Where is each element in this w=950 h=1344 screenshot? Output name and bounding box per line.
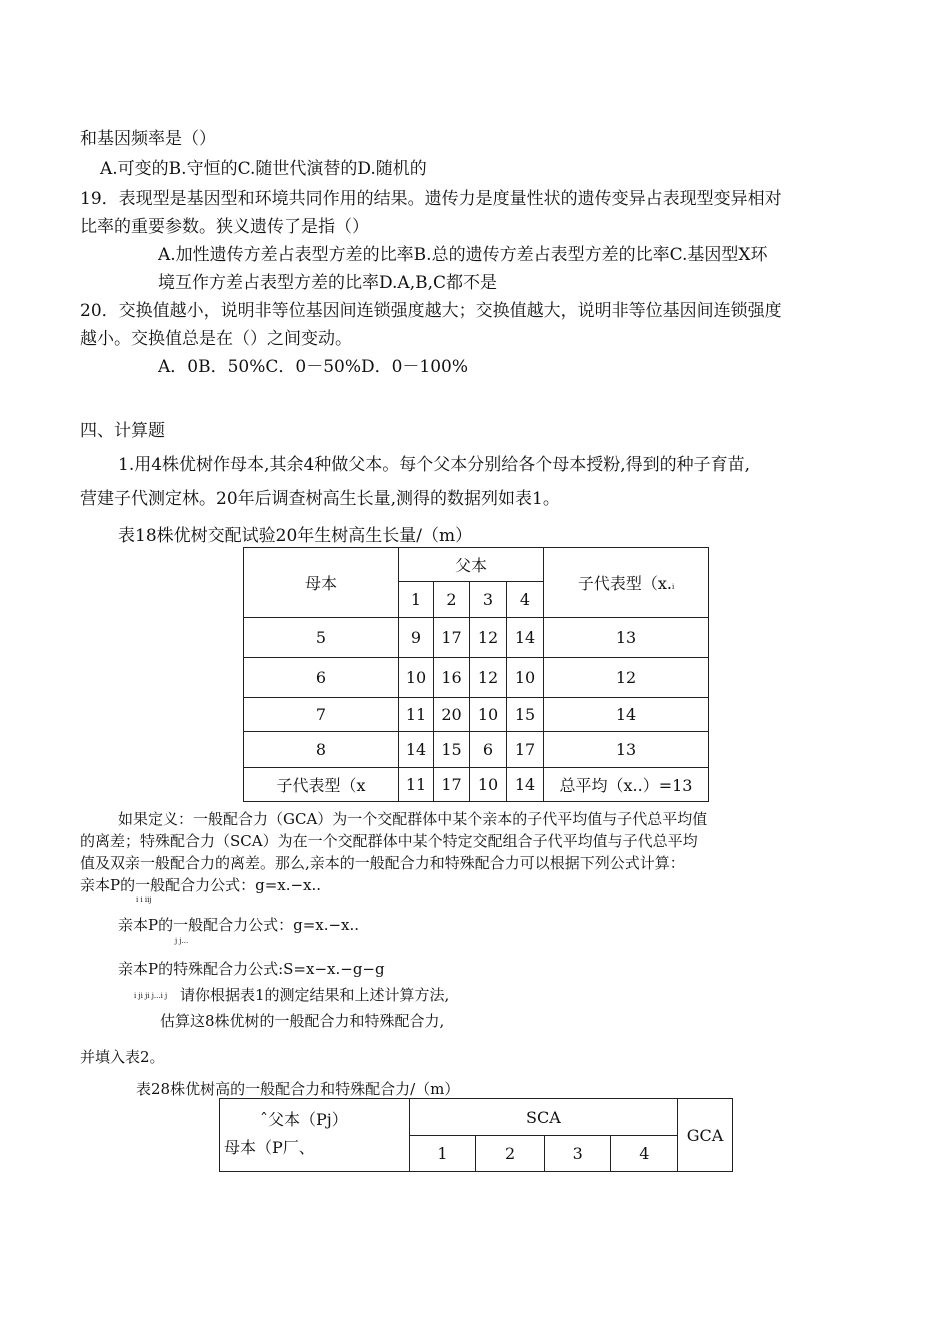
table-1-col-header: 2: [434, 582, 470, 618]
table-2-mother-label: 母本（P厂、: [224, 1138, 315, 1157]
table-1-col-header: 4: [507, 582, 544, 618]
mother-cell: 8: [244, 732, 399, 768]
table-1-caption: 表18株优树交配试验20年生树高生长量/（m）: [118, 526, 473, 546]
formula-1: 亲本P的一般配合力公式：g=x.−x..: [80, 876, 322, 894]
question-18-stem: 和基因频率是（）: [80, 129, 216, 149]
table-2-caption: 表28株优树高的一般配合力和特殊配合力/（m）: [136, 1080, 460, 1098]
problem-1-text-cont: 营建子代测定林。20年后调查树高生长量,测得的数据列如表1。: [80, 489, 560, 509]
progeny-cell: 13: [544, 732, 709, 768]
definition-line-2: 的离差；特殊配合力（SCA）为在一个交配群体中某个特定交配组合子代平均值与子代总平均: [80, 832, 698, 850]
table-2-col-header: 3: [544, 1136, 611, 1172]
value-cell: 15: [507, 698, 544, 732]
bottom-label: 子代表型（x: [244, 768, 399, 802]
value-cell: 10: [399, 658, 434, 698]
progeny-cell: 13: [544, 618, 709, 658]
question-19-options-cont: 境互作方差占表型方差的比率D.A,B,C都不是: [158, 273, 498, 293]
instruction-line-3: 并填入表2。: [80, 1048, 165, 1066]
mother-cell: 7: [244, 698, 399, 732]
definition-line-1: 如果定义：一般配合力（GCA）为一个交配群体中某个亲本的子代平均值与子代总平均值: [118, 810, 708, 828]
question-20-stem-cont: 越小。交换值总是在（）之间变动。: [80, 329, 352, 349]
question-19-stem-cont: 比率的重要参数。狭义遗传了是指（）: [80, 217, 369, 237]
value-cell: 10: [507, 658, 544, 698]
section-heading: 四、计算题: [80, 421, 165, 441]
value-cell: 17: [434, 768, 470, 802]
formula-1-subscripts: i i iij: [136, 896, 152, 904]
problem-1-text: 1.用4株优树作母本,其余4种做父本。每个父本分别给各个母本授粉,得到的种子育苗,: [118, 455, 751, 475]
instruction-line-1: 请你根据表1的测定结果和上述计算方法,: [180, 986, 450, 1004]
value-cell: 20: [434, 698, 470, 732]
value-cell: 16: [434, 658, 470, 698]
value-cell: 11: [399, 698, 434, 732]
question-20-options: A．0B．50%C．0－50%D．0－100%: [158, 357, 469, 377]
question-19-stem: 19．表现型是基因型和环境共同作用的结果。遗传力是度量性状的遗传变异占表现型变异相对: [80, 189, 782, 209]
value-cell: 11: [399, 768, 434, 802]
question-20-stem: 20．交换值越小，说明非等位基因间连锁强度越大；交换值越大，说明非等位基因间连锁强度: [80, 301, 782, 321]
value-cell: 10: [470, 768, 507, 802]
definition-line-3: 值及双亲一般配合力的离差。那么,亲本的一般配合力和特殊配合力可以根据下列公式计算：: [80, 854, 685, 872]
table-2-col-header: 1: [409, 1136, 476, 1172]
value-cell: 15: [434, 732, 470, 768]
table-2-gca-header: GCA: [678, 1099, 733, 1172]
question-18-options: A.可变的B.守恒的C.随世代演替的D.随机的: [100, 159, 427, 179]
value-cell: 17: [434, 618, 470, 658]
table-row: [244, 768, 709, 802]
progeny-cell: 12: [544, 658, 709, 698]
mother-cell: 6: [244, 658, 399, 698]
table-row: [244, 658, 709, 698]
table-2: [219, 1098, 733, 1172]
formula-2: 亲本P的一般配合力公式：g=x.−x..: [118, 916, 360, 934]
table-2-col-header: 2: [476, 1136, 545, 1172]
table-row: [244, 698, 709, 732]
value-cell: 14: [399, 732, 434, 768]
formula-2-subscripts: j j...: [175, 937, 189, 945]
value-cell: 9: [399, 618, 434, 658]
table-row: [244, 618, 709, 658]
value-cell: 6: [470, 732, 507, 768]
total-cell: 总平均（x..）=13: [544, 768, 709, 802]
value-cell: 12: [470, 658, 507, 698]
value-cell: 10: [470, 698, 507, 732]
table-2-sca-header: SCA: [409, 1099, 677, 1136]
table-row: [244, 732, 709, 768]
value-cell: 17: [507, 732, 544, 768]
mother-cell: 5: [244, 618, 399, 658]
value-cell: 12: [470, 618, 507, 658]
value-cell: 14: [507, 768, 544, 802]
table-1-col-header: 1: [399, 582, 434, 618]
table-1-mother-header: 母本: [244, 548, 399, 618]
table-2-father-label: ˆ父本（Pj）: [260, 1110, 348, 1129]
table-1-progeny-header: 子代表型（x.i: [544, 548, 709, 618]
table-2-corner-header: [220, 1099, 410, 1172]
formula-3: 亲本P的特殊配合力公式:S=x−x.−g−g: [118, 960, 385, 978]
progeny-cell: 14: [544, 698, 709, 732]
formula-3-subscripts: i ji ji j...i j: [134, 992, 168, 1000]
table-1-father-header: 父本: [399, 548, 544, 582]
value-cell: 14: [507, 618, 544, 658]
table-1: [243, 547, 709, 802]
question-19-options: A.加性遗传方差占表型方差的比率B.总的遗传方差占表型方差的比率C.基因型X环: [158, 245, 768, 265]
table-2-col-header: 4: [611, 1136, 678, 1172]
instruction-line-2: 估算这8株优树的一般配合力和特殊配合力,: [160, 1012, 445, 1030]
table-1-col-header: 3: [470, 582, 507, 618]
